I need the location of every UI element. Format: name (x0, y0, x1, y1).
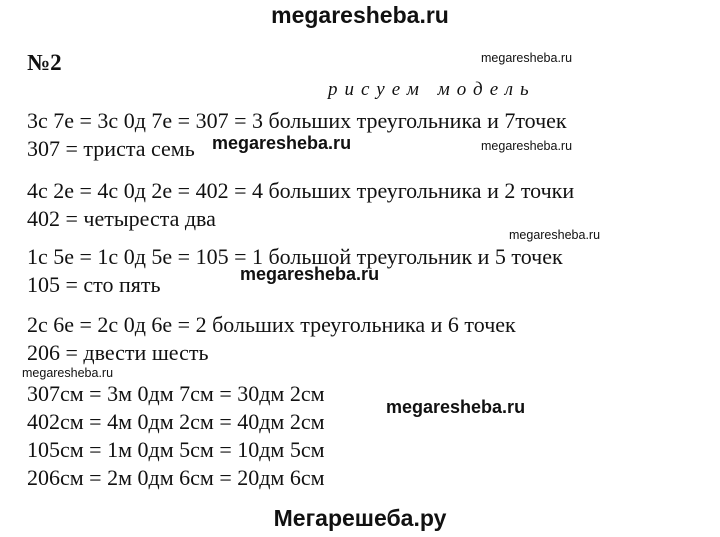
solution-line-9: 307см = 3м 0дм 7см = 30дм 2см (27, 381, 325, 406)
watermark-small: megaresheba.ru (481, 51, 573, 65)
watermark-big: megaresheba.ru (240, 264, 380, 284)
solution-line-4: 402 = четыреста два (27, 206, 216, 231)
watermark-big: megaresheba.ru (386, 397, 526, 417)
solution-line-7: 2с 6е = 2с 0д 6е = 2 больших треугольника и 6 точек (27, 312, 516, 337)
solution-line-2: 307 = триста семь (27, 136, 195, 161)
watermark-small: megaresheba.ru (22, 366, 114, 380)
solution-line-3: 4с 2е = 4с 0д 2е = 402 = 4 больших треугольника и 2 точки (27, 178, 575, 203)
solution-line-8: 206 = двести шесть (27, 340, 209, 365)
task-subtitle: рисуем модель (328, 79, 536, 100)
solution-line-12: 206см = 2м 0дм 6см = 20дм 6см (27, 465, 325, 490)
header-site-name: megaresheba.ru (271, 2, 449, 28)
footer-site-name: Мегарешеба.ру (273, 505, 447, 531)
solution-line-11: 105см = 1м 0дм 5см = 10дм 5см (27, 437, 325, 462)
watermark-small: megaresheba.ru (509, 228, 601, 242)
task-number: №2 (27, 50, 62, 75)
solution-line-10: 402см = 4м 0дм 2см = 40дм 2см (27, 409, 325, 434)
watermark-small: megaresheba.ru (481, 139, 573, 153)
solution-line-5: 1с 5е = 1с 0д 5е = 105 = 1 большой треугольник и 5 точек (27, 244, 563, 269)
solution-line-6: 105 = сто пять (27, 272, 161, 297)
solution-line-1: 3с 7е = 3с 0д 7е = 307 = 3 больших треугольника и 7точек (27, 108, 567, 133)
watermark-big: megaresheba.ru (212, 133, 352, 153)
